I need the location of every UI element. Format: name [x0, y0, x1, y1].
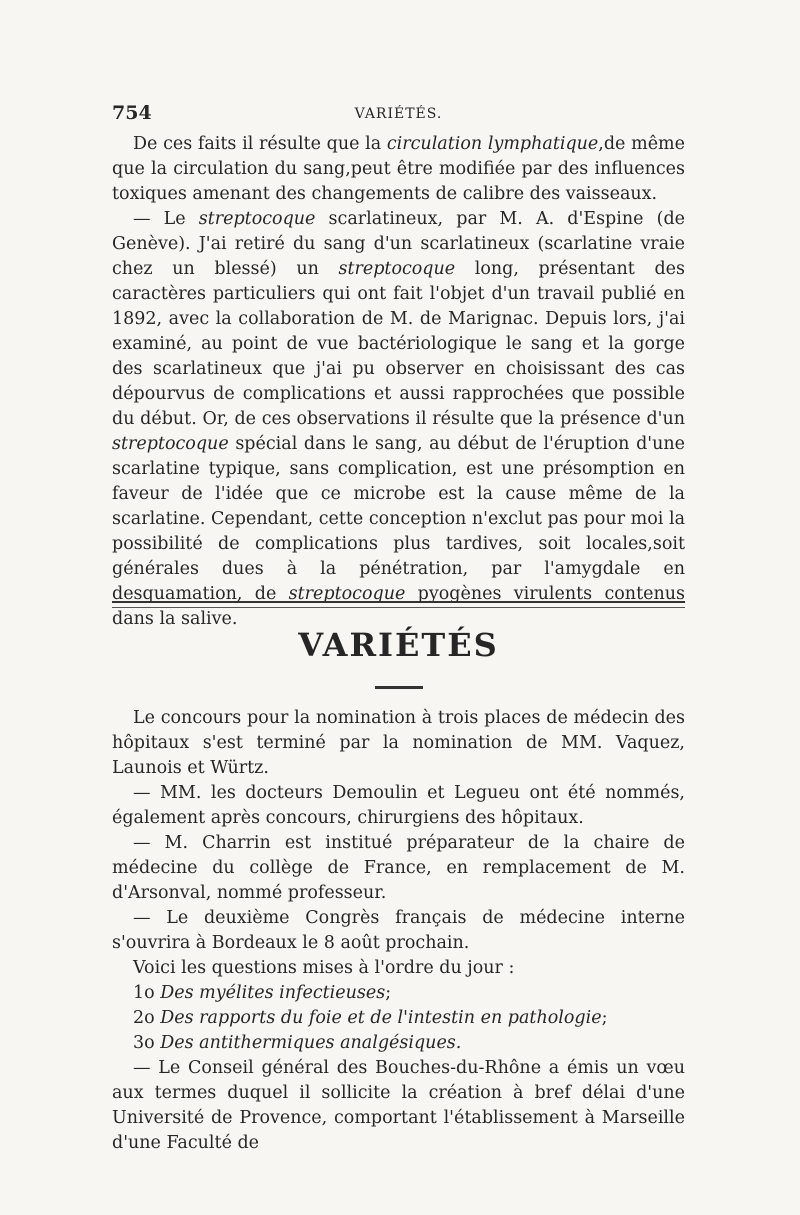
section-divider-thick: [112, 601, 685, 603]
paragraph-congres: — Le deuxième Congrès français de médecine interne s'ouvrira à Bordeaux le 8 août prochain.: [112, 908, 685, 953]
title-underline: [375, 686, 423, 689]
section-title: VARIÉTÉS: [298, 626, 499, 664]
paragraph-demoulin: — MM. les docteurs Demoulin et Legueu ont été nommés, également après concours, chirurgiens des hôpitaux.: [112, 783, 685, 828]
question-item: 1o Des myélites infectieuses;: [133, 983, 392, 1003]
paragraph-concours: Le concours pour la nomination à trois places de médecin des hôpitaux s'est terminé par la nomination de MM. Vaquez, Launois et Würtz.: [112, 708, 685, 778]
section-divider-thin: [112, 607, 685, 608]
paragraph-espine: — Le streptocoque scarlatineux, par M. A. d'Espine (de Genève). J'ai retiré du sang d'un scarlatineux (scarlatine vraie chez un blessé) un streptocoque long, présentant des caractères particuliers qui ont fait l'objet d'un travail publié en 1892, avec la collaboration de M. de Marignac. Depuis lors, j'ai examiné, au point de vue bactériologique le sang et la gorge des scarlatineux que j'ai pu observer en choisissant des cas dépourvus de complications et aussi rapprochées que possible du début. Or, de ces observations il résulte que la présence d'un streptocoque spécial dans le sang, au début de l'éruption d'une scarlatine typique, sans complication, est une présomption en faveur de l'idée que ce microbe est la cause même de la scarlatine. Cependant, cette conception n'exclut pas pour moi la possibilité de complications plus tardives, soit locales,soit générales dues à la pénétration, par l'amygdale en desquamation, de streptocoque pyogènes virulents contenus dans la salive.: [112, 209, 685, 629]
paragraph-conseil: — Le Conseil général des Bouches-du-Rhône a émis un vœu aux termes duquel il sollicite la création à bref délai d'une Université de Provence, comportant l'établissement à Marseille d'une Faculté de: [112, 1058, 685, 1153]
paragraph-charrin: — M. Charrin est institué préparateur de la chaire de médecine du collège de France, en remplacement de M. d'Arsonval, nommé professeur.: [112, 833, 685, 903]
paragraph-questions: Voici les questions mises à l'ordre du jour :: [133, 958, 515, 978]
question-item: 3o Des antithermiques analgésiques.: [133, 1033, 462, 1053]
page-number: 754: [112, 102, 152, 124]
page-header: [112, 102, 685, 128]
article-streptocoque: [112, 132, 685, 632]
question-item: 2o Des rapports du foie et de l'intestin en pathologie;: [133, 1008, 608, 1028]
varietes-section: [112, 706, 685, 1156]
paragraph-circulation: De ces faits il résulte que la circulation lymphatique,de même que la circulation du sang,peut être modifiée par des influences toxiques amenant des changements de calibre des vaisseaux.: [112, 134, 686, 204]
running-head: VARIÉTÉS.: [354, 106, 443, 122]
